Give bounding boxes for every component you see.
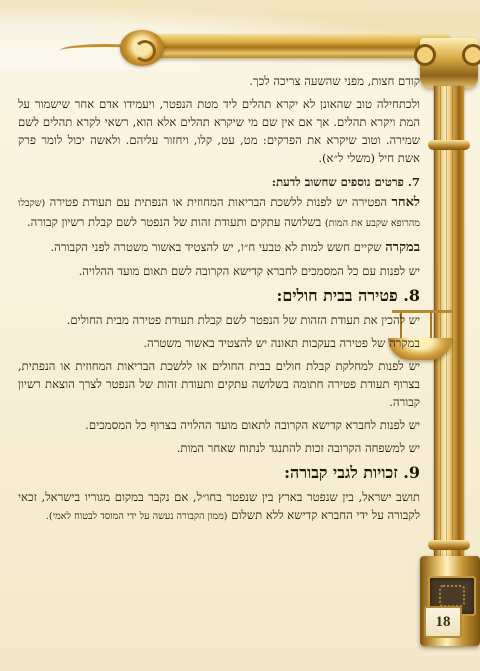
paragraph: יש למשפחה הקרובה זכות להתנגד לנתוח שאחר המות. [176, 441, 420, 455]
section-title: 9. זכויות לגבי קבורה: [284, 463, 420, 482]
paragraph-text: תושב ישראל, בין שנפטר בארץ בין שנפטר בחו״ל, אם נקבר במקום מגוריו בישראל, זכאי לקבורה על ידי החברא קדישא ללא תשלום [18, 490, 420, 522]
paragraph: יש לפנות עם כל המסמכים לחברא קדישא הקרובה לשם תאום מועד ההלויה. [78, 264, 420, 278]
paragraph: יש להכין את תעודת הזהות של הנפטר לשם קבלת תעודת פטירה מבית החולים. [66, 313, 420, 327]
paragraph: קודם חצות, מפני שהשעה צריכה לכך. [249, 74, 420, 88]
paragraph: במקרה של פטירה בעקבות תאונה יש להצטיד באשור משטרה. [143, 336, 420, 350]
paragraph [18, 238, 420, 257]
scale-chain [430, 312, 432, 340]
paragraph: יש לפנות למחלקת קבלת חולים בבית החולים או ללשכת הבריאות המחוזית או הנפתית, בצרוף תעודת פטירה חתומה בשלושה עתקים ותעודת זהות של הנפטר לצרך הוצאת רשיון קבורה. [18, 359, 420, 409]
lead-word: לאחר [391, 195, 420, 210]
paragraph-note: (שקבלו מהרופא שקבע את המות) [18, 198, 420, 229]
column-ring [428, 140, 470, 150]
paragraph-text: הפטירה יש לפנות ללשכת הבריאות המחוזית או הנפתית עם תעודת פטירה [45, 195, 392, 209]
paragraph-text: בשלושה עתקים ותעודת זהות של הנפטר לשם קבלת רשיון קבורה. [27, 215, 325, 229]
paragraph-note: (ממון הקבורה נעשה על ידי המוסד לבטוח לאמי). [45, 511, 228, 522]
lead-word: במקרה [385, 240, 420, 255]
paragraph [18, 488, 420, 526]
column-ring [428, 540, 470, 550]
page-number: 18 [424, 606, 462, 638]
main-text [18, 72, 420, 652]
paragraph [18, 193, 420, 233]
section-title: 8. פטירה בבית חולים: [276, 286, 420, 305]
golden-beam [150, 34, 450, 58]
column-shaft [434, 86, 464, 556]
column-capital [420, 38, 478, 88]
paragraph: ולכתחילה טוב שהאונן לא יקרא תהלים ליד מטת הנפטר, ויעמידו אדם אחר שישמור על המת ויקרא תהלים. אך אם אין שם מי שיקרא תהלים אלא הוא, רשאי לקרא תהלים לשם שמירה. וטוב שיקרא את הפרקים: מט, עט, קלו, ויחזור עליהם. ולאשה יכול לומר פרק אשת חיל (משלי ל״א). [18, 97, 420, 165]
subsection-title: 7. פרטים נוספים שחשוב לדעת: [271, 175, 420, 189]
golden-column [420, 20, 480, 671]
ornate-top-frame [0, 0, 480, 70]
paragraph-text: שקיים חשש למות לא טבעי ח״ו, יש להצטיד באשור משטרה לפני הקבורה. [50, 240, 386, 254]
paragraph: יש לפנות לחברא קדישא הקרובה לתאום מועד ההלויה בצרוף כל המסמכים. [85, 418, 420, 432]
rosette-ornament [120, 30, 164, 66]
